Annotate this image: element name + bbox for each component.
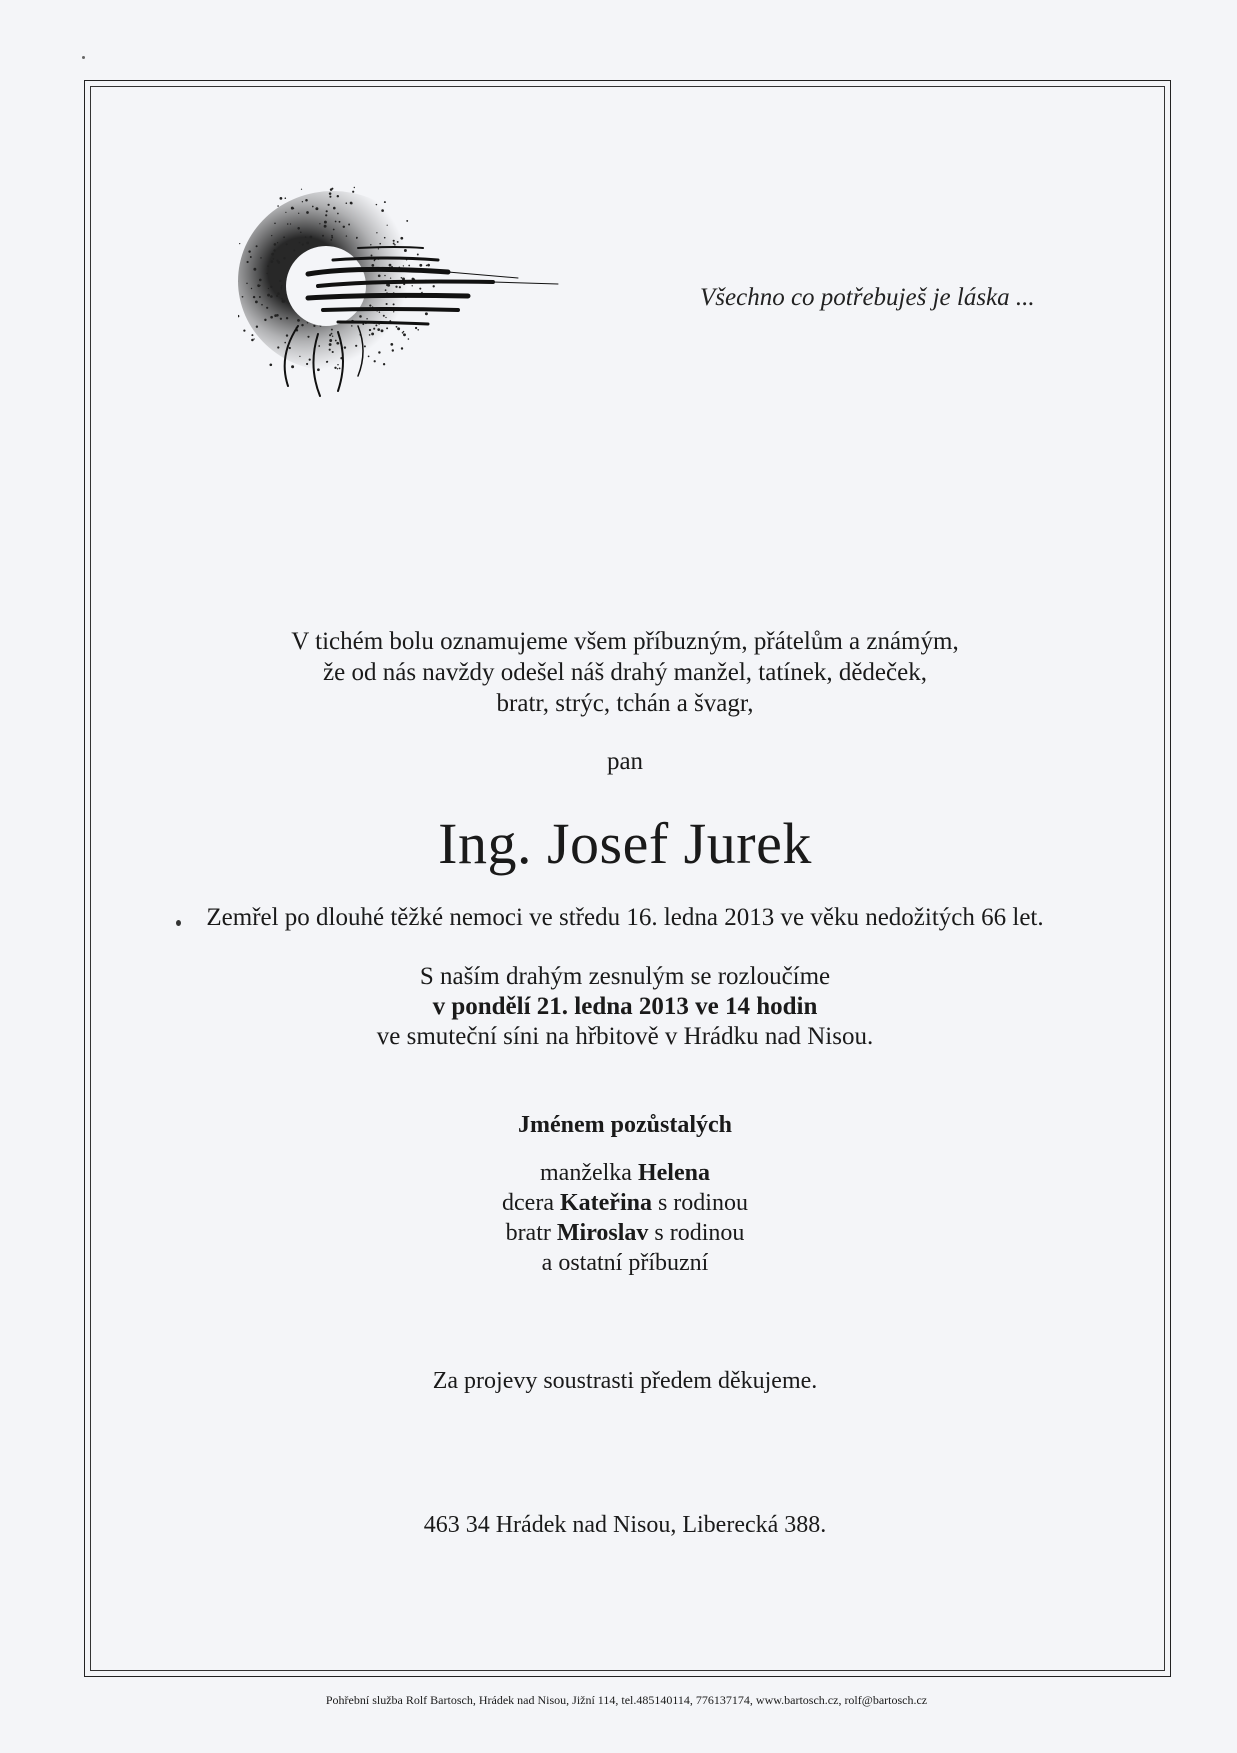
funeral-service-footer: Pohřební služba Rolf Bartosch, Hrádek nad Nisou, Jižní 114, tel.485140114, 776137174, www.bartosch.cz, rolf@bartosch.cz <box>325 1693 928 1707</box>
family-heading: Jménem pozůstalých <box>518 1112 732 1138</box>
family-relation: manželka <box>540 1160 632 1186</box>
family-member <box>120 1248 1130 1278</box>
motto-quote: Všechno co potřebuješ je láska ... <box>700 284 1035 311</box>
thanks-text: Za projevy soustrasti předem děkujeme. <box>432 1368 818 1394</box>
farewell-datetime: v pondělí 21. ledna 2013 ve 14 hodin <box>432 993 818 1020</box>
family-member <box>120 1188 1130 1218</box>
announcement-text <box>120 626 1130 719</box>
death-notice: Zemřel po dlouhé těžké nemoci ve středu 16. ledna 2013 ve věku nedožitých 66 let. <box>206 904 1044 931</box>
family-member <box>120 1158 1130 1188</box>
farewell-location: ve smuteční síni na hřbitově v Hrádku nad Nisou. <box>376 1023 874 1050</box>
family-list <box>120 1158 1130 1278</box>
family-name: Miroslav <box>556 1220 649 1246</box>
announcement-line: že od nás navždy odešel náš drahý manžel, tatínek, dědeček, <box>323 659 927 686</box>
family-name: Helena <box>637 1160 710 1186</box>
family-relation: a ostatní příbuzní <box>541 1250 709 1276</box>
family-member <box>120 1218 1130 1248</box>
farewell-line: S naším drahým zesnulým se rozloučíme <box>419 963 831 990</box>
paper-speck <box>82 56 85 59</box>
family-relation: bratr <box>505 1220 551 1246</box>
moon-emblem-icon <box>238 186 568 406</box>
title-prefix: pan <box>606 748 644 775</box>
family-suffix: s rodinou <box>657 1190 748 1216</box>
family-relation: dcera <box>502 1190 554 1216</box>
announcement-line: V tichém bolu oznamujeme všem příbuzným, přátelům a známým, <box>291 628 959 655</box>
address-text: 463 34 Hrádek nad Nisou, Liberecká 388. <box>423 1512 827 1538</box>
announcement-line: bratr, strýc, tchán a švagr, <box>496 690 754 717</box>
deceased-name: Ing. Josef Jurek <box>438 811 812 876</box>
family-suffix: s rodinou <box>654 1220 745 1246</box>
farewell-info <box>120 962 1130 1052</box>
family-name: Kateřina <box>559 1190 652 1216</box>
